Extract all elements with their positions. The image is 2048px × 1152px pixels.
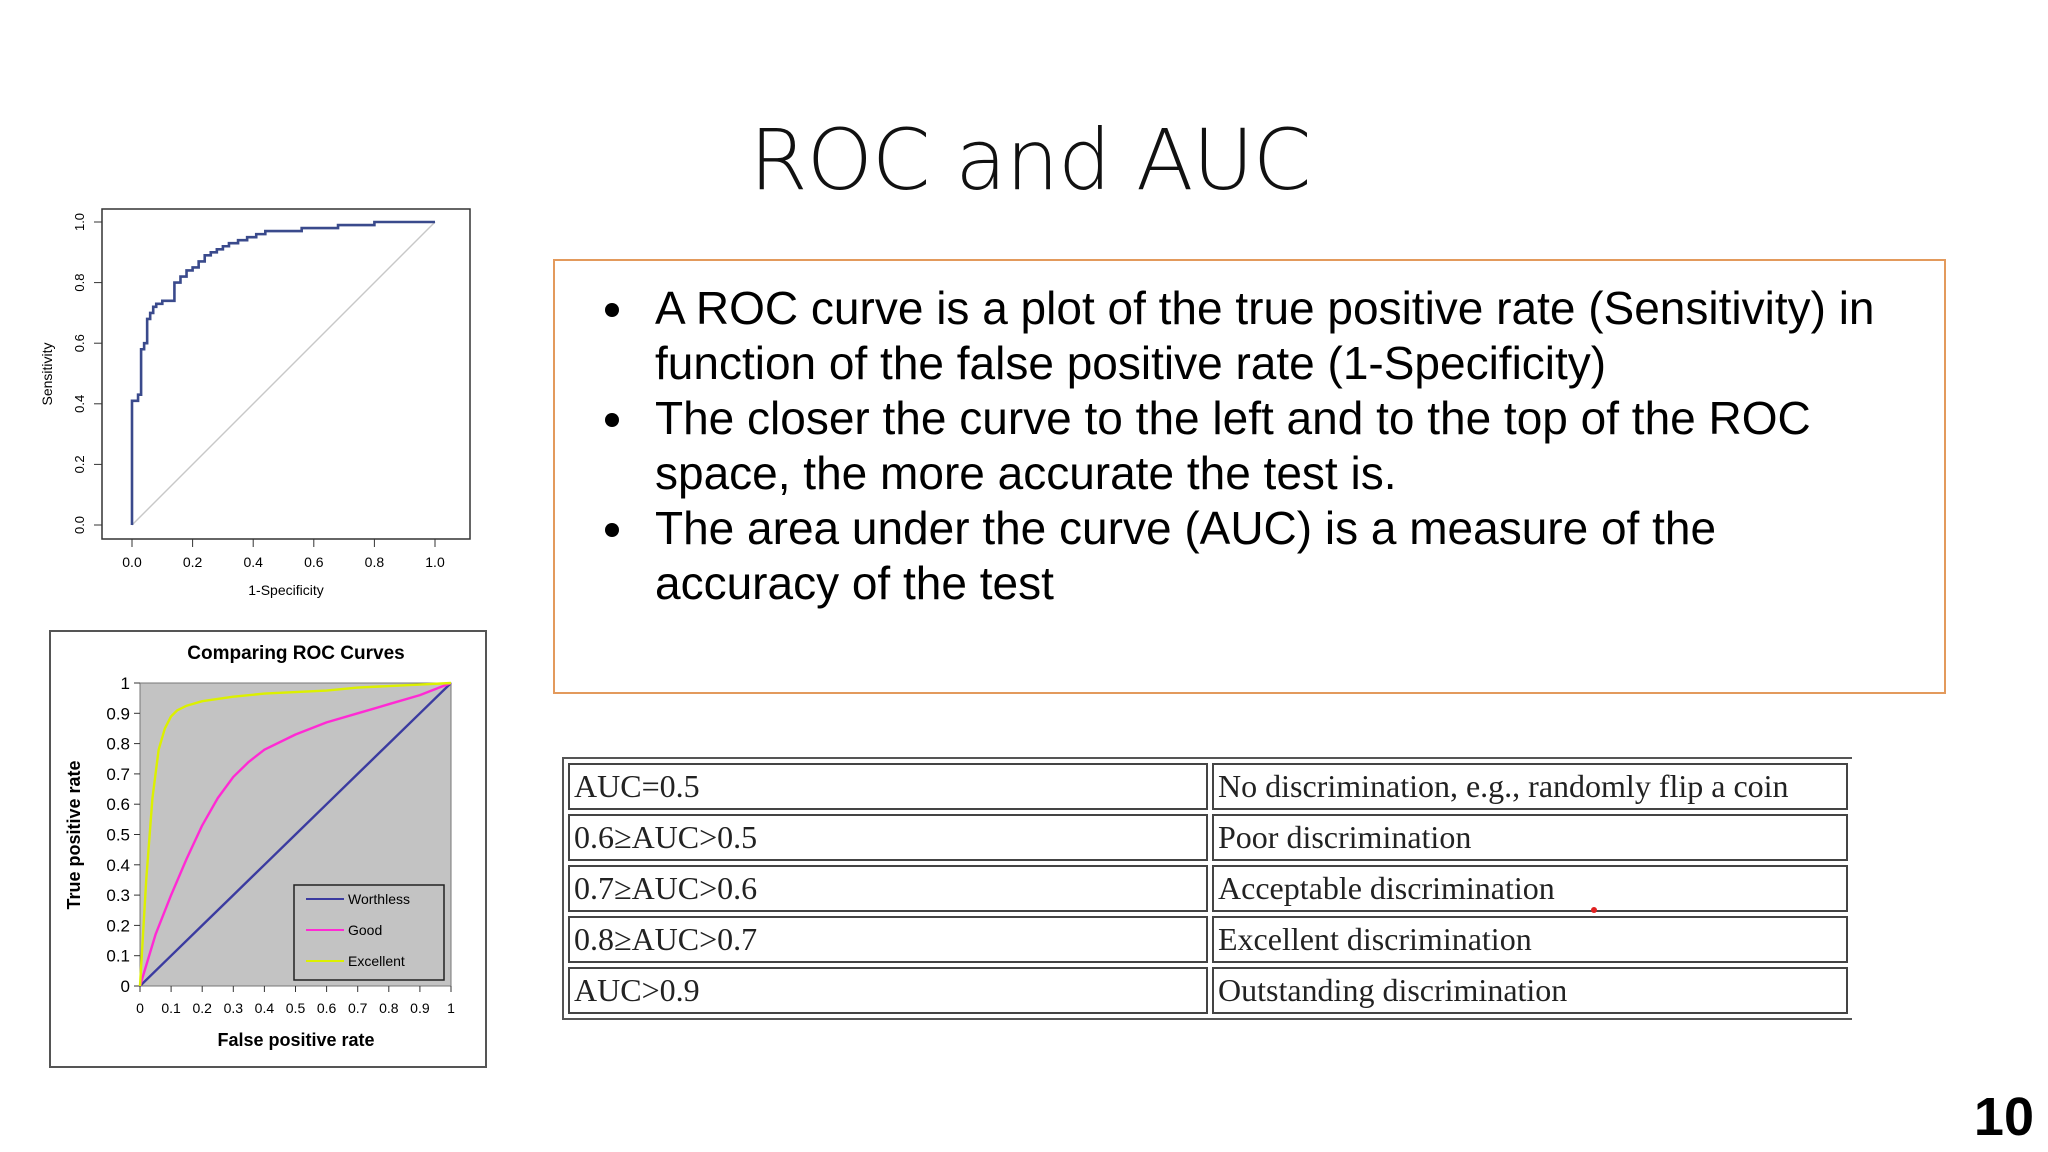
chart2-title: Comparing ROC Curves — [187, 643, 405, 664]
bullet-dot-icon — [605, 413, 619, 427]
slide-title: ROC and AUC — [749, 111, 1311, 209]
bullet-text: The closer the curve to the left and to the top of the ROC space, the more accurate the test is. — [655, 392, 1811, 499]
chart2-x-tick-label: 0.1 — [161, 1000, 181, 1016]
chart2-x-tick-label: 0.2 — [192, 1000, 212, 1016]
chart2-x-tick-label: 0 — [136, 1000, 144, 1016]
chart1-y-tick-label: 1.0 — [72, 212, 87, 232]
chart1-diagonal-line — [132, 222, 435, 525]
chart2-xlabel: False positive rate — [217, 1030, 375, 1050]
chart2-legend-label: Worthless — [348, 891, 410, 907]
auc-meaning-cell: Acceptable discrimination — [1212, 865, 1848, 912]
bullet-item — [597, 391, 1904, 501]
laser-pointer-dot — [1591, 907, 1597, 913]
auc-meaning-cell: Poor discrimination — [1212, 814, 1848, 861]
chart1-y-tick-label: 0.0 — [72, 515, 87, 535]
table-row — [568, 865, 1848, 912]
chart1-ylabel: Sensitivity — [39, 342, 55, 406]
chart2-legend-label: Excellent — [348, 953, 405, 969]
bullet-dot-icon — [605, 523, 619, 537]
chart2-legend-label: Good — [348, 922, 383, 938]
chart2-x-tick-label: 0.7 — [347, 1000, 368, 1016]
chart1-xlabel: 1-Specificity — [248, 582, 324, 598]
chart1-x-tick-label: 0.2 — [182, 554, 203, 570]
auc-range-cell: AUC>0.9 — [568, 967, 1208, 1014]
chart2-y-tick-label: 0 — [120, 977, 130, 996]
chart2-x-tick-label: 0.8 — [379, 1000, 399, 1016]
chart2-x-tick-label: 1 — [447, 1000, 455, 1016]
chart1-x-tick-label: 0.0 — [122, 554, 142, 570]
chart1-y-tick-label: 0.6 — [72, 334, 87, 353]
chart2-y-tick-label: 0.5 — [106, 825, 130, 845]
chart1-x-tick-label: 0.8 — [364, 554, 385, 570]
chart2-ylabel: True positive rate — [64, 760, 84, 910]
chart2-y-tick-label: 0.2 — [106, 916, 130, 936]
chart2-y-tick-label: 0.4 — [106, 855, 130, 875]
bullet-item — [597, 501, 1904, 611]
chart2-y-tick-label: 1 — [120, 674, 130, 693]
auc-interpretation-table — [562, 757, 1852, 1020]
table-row — [568, 763, 1848, 810]
chart2-x-tick-label: 0.9 — [410, 1000, 430, 1016]
auc-meaning-cell: Excellent discrimination — [1212, 916, 1848, 963]
chart2-x-tick-label: 0.6 — [316, 1000, 337, 1016]
chart2-y-tick-label: 0.6 — [106, 795, 130, 815]
chart2-x-tick-label: 0.4 — [254, 1000, 275, 1016]
chart1-x-tick-label: 1.0 — [425, 554, 445, 570]
chart1-y-tick-label: 0.4 — [72, 394, 87, 413]
definition-box — [553, 259, 1946, 694]
chart2-y-tick-label: 0.9 — [106, 704, 130, 724]
auc-range-cell: AUC=0.5 — [568, 763, 1208, 810]
bullet-text: A ROC curve is a plot of the true positive rate (Sensitivity) in function of the false positive rate (1-Specificity) — [655, 282, 1875, 389]
bullet-text: The area under the curve (AUC) is a measure of the accuracy of the test — [655, 502, 1717, 609]
auc-range-cell: 0.7≥AUC>0.6 — [568, 865, 1208, 912]
chart1-x-tick-label: 0.4 — [243, 554, 263, 570]
chart2-x-tick-label: 0.3 — [223, 1000, 244, 1016]
table-row — [568, 967, 1848, 1014]
chart2-y-tick-label: 0.7 — [106, 764, 130, 784]
chart2-legend — [294, 885, 444, 980]
auc-meaning-cell: Outstanding discrimination — [1212, 967, 1848, 1014]
bullet-list — [597, 281, 1904, 611]
bullet-dot-icon — [605, 303, 619, 317]
auc-range-cell: 0.6≥AUC>0.5 — [568, 814, 1208, 861]
roc-chart-sensitivity — [30, 195, 490, 615]
bullet-item — [597, 281, 1904, 391]
chart2-y-tick-label: 0.3 — [106, 886, 130, 906]
chart1-y-tick-label: 0.2 — [72, 455, 87, 474]
chart2-y-tick-label: 0.1 — [106, 946, 130, 966]
chart2-y-tick-label: 0.8 — [106, 734, 130, 754]
chart1-plot-frame — [102, 209, 470, 539]
roc-chart-comparing — [44, 627, 500, 1072]
chart1-y-tick-label: 0.8 — [72, 273, 87, 292]
auc-range-cell: 0.8≥AUC>0.7 — [568, 916, 1208, 963]
auc-meaning-cell: No discrimination, e.g., randomly flip a coin — [1212, 763, 1848, 810]
chart2-x-tick-label: 0.5 — [285, 1000, 306, 1016]
table-row — [568, 814, 1848, 861]
table-row — [568, 916, 1848, 963]
page-number: 10 — [1973, 1087, 2034, 1147]
chart1-x-tick-label: 0.6 — [304, 554, 324, 570]
